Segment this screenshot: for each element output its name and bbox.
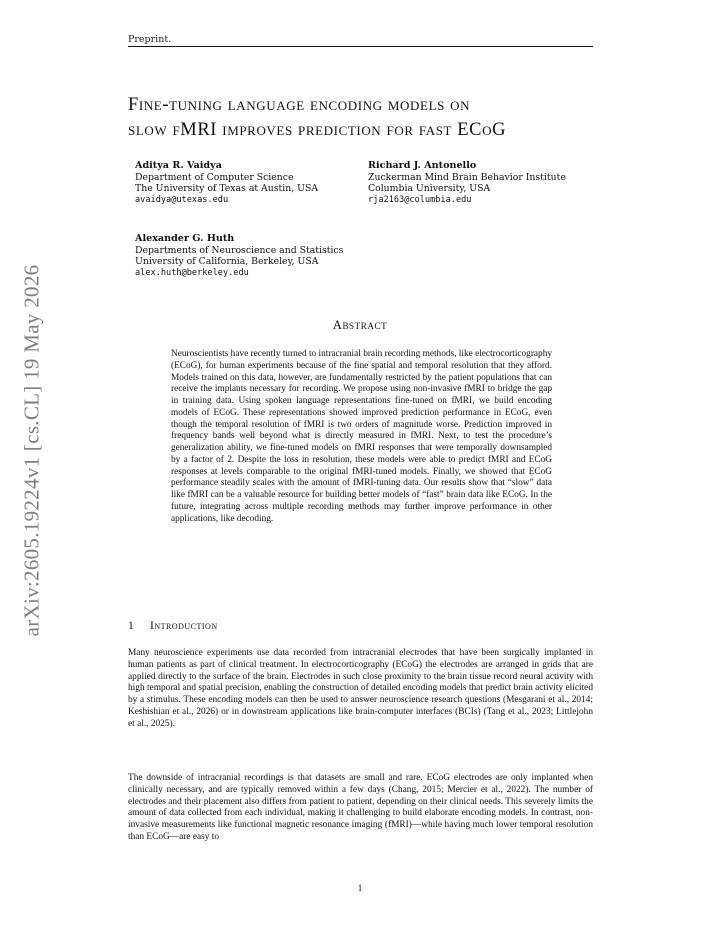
running-head: Preprint. bbox=[128, 34, 172, 45]
page-number: 1 bbox=[357, 884, 363, 894]
author-email: avaidya@utexas.edu bbox=[135, 194, 229, 205]
section-number: 1 bbox=[128, 620, 134, 632]
author-name: Richard J. Antonello bbox=[368, 160, 477, 171]
arxiv-stamp bbox=[18, 260, 46, 640]
abstract-heading: Abstract bbox=[332, 318, 388, 332]
title-line-2: slow fMRI improves prediction for fast ECoG bbox=[128, 120, 507, 140]
arxiv-stamp-text: arXiv:2605.19224v1 [cs.CL] 19 May 2026 bbox=[19, 264, 44, 636]
author-affiliation: University of California, Berkeley, USA bbox=[135, 256, 319, 267]
header-rule bbox=[128, 46, 593, 47]
section-heading bbox=[128, 620, 593, 632]
section-title: Introduction bbox=[150, 620, 218, 632]
author-affiliation: Columbia University, USA bbox=[368, 183, 491, 194]
body-paragraph: The downside of intracranial recordings is that datasets are small and rare. ECoG electrodes are only implanted when clinically necessary, and are typically removed within a few days (Chang, 2015; Mercier et al., 2022). The number of electrodes and their placement also differs from patient to patient, depending on their clinical needs. This severely limits the amount of data collected from each individual, making it challenging to build elaborate encoding models. In contrast, non-invasive measurements like functional magnetic resonance imaging (fMRI)—while having much lower temporal resolution than ECoG—are easy to bbox=[128, 773, 593, 842]
author-affiliation: Department of Computer Science bbox=[135, 171, 294, 183]
author-affiliation: Departments of Neuroscience and Statistics bbox=[135, 244, 344, 256]
author-name: Aditya R. Vaidya bbox=[135, 160, 222, 171]
author-block bbox=[135, 233, 343, 279]
author-name: Alexander G. Huth bbox=[135, 233, 235, 244]
author-block bbox=[135, 160, 318, 206]
author-email: alex.huth@berkeley.edu bbox=[135, 267, 249, 278]
author-email: rja2163@columbia.edu bbox=[368, 194, 472, 205]
abstract-text: Neuroscientists have recently turned to intracranial brain recording methods, like electrocorticography (ECoG), for human experiments because of the fine spatial and temporal resolution that they afford. Models trained on this data, however, are fundamentally restricted by the patient populations that can receive the implants necessary for recording. We propose using non-invasive fMRI to bridge the gap in training data. Using spoken language representations fine-tuned on fMRI, we build encoding models of ECoG. These representations showed improved prediction performance in ECoG, even though the temporal resolution of fMRI is two orders of magnitude worse. Prediction improved in frequency bands well beyond what is directly measured in fMRI. Next, to test the procedure’s generalization ability, we fine-tuned models on fMRI responses that were temporally downsampled by a factor of 2. Despite the loss in resolution, these models were able to predict fMRI and ECoG responses at levels comparable to the original fMRI-tuned models. Finally, we showed that ECoG performance steadily scales with the amount of fMRI-tuning data. Our results show that “slow” data like fMRI can be a valuable resource for building better models of “fast” brain data like ECoG. In the future, integrating across multiple recording methods may further improve performance in other applications, like decoding. bbox=[171, 349, 552, 524]
author-affiliation: The University of Texas at Austin, USA bbox=[135, 183, 319, 194]
author-affiliation: Zuckerman Mind Brain Behavior Institute bbox=[368, 171, 566, 183]
paper-title bbox=[128, 93, 598, 143]
title-line-1: Fine-tuning language encoding models on bbox=[128, 95, 471, 115]
body-paragraph: Many neuroscience experiments use data recorded from intracranial electrodes that have been surgically implanted in human patients as part of clinical treatment. In electrocorticography (ECoG) the electrodes are arranged in grids that are applied directly to the surface of the brain. Electrodes in such close proximity to the brain tissue record neural activity with high temporal and spatial precision, enabling the construction of detailed encoding models that predict brain activity elicited by a stimulus. These encoding models can then be used to answer neuroscience research questions (Mesgarani et al., 2014; Keshishian et al., 2026) or in downstream applications like brain-computer interfaces (BCIs) (Tang et al., 2023; Littlejohn et al., 2025). bbox=[128, 648, 593, 729]
author-block bbox=[368, 160, 566, 206]
